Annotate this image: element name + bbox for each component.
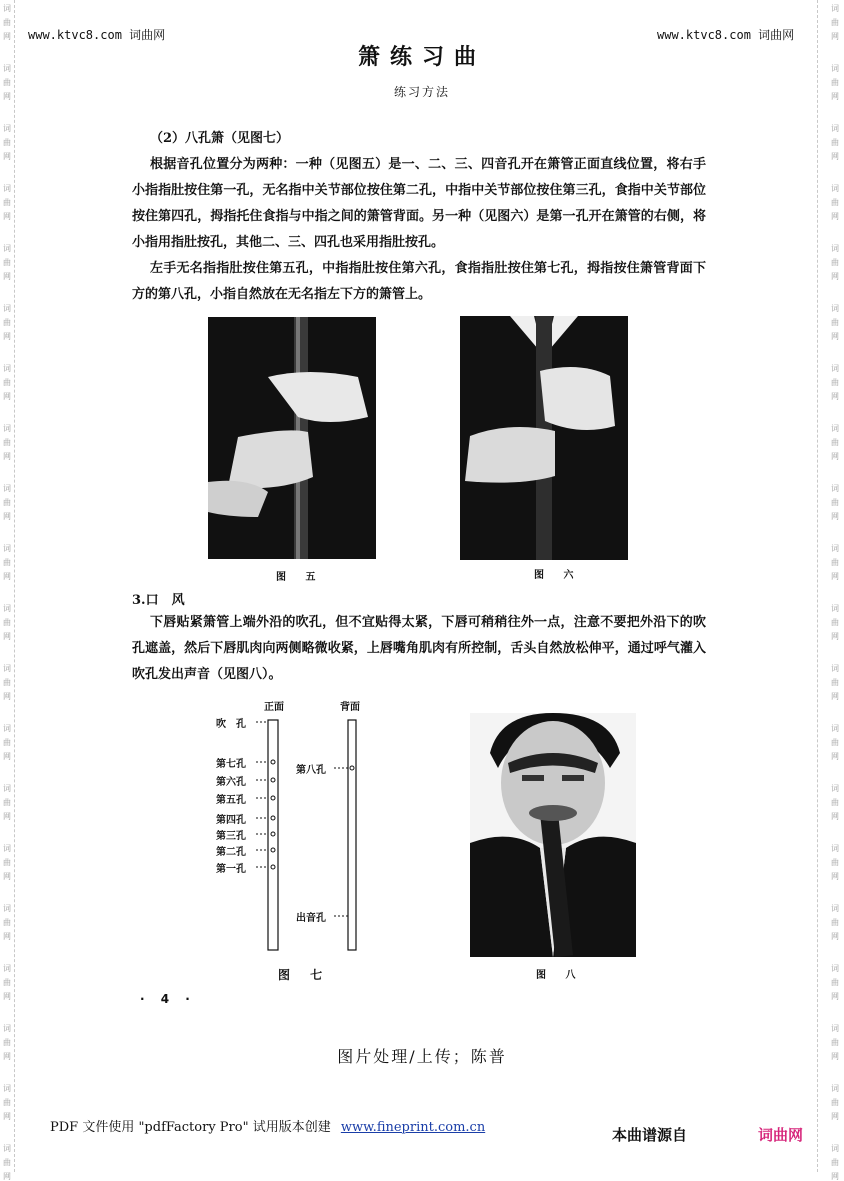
watermark-char: 曲: [3, 258, 11, 267]
watermark-char: 网: [3, 212, 11, 221]
front-hole-label: 第一孔: [216, 864, 246, 875]
front-hole-label: 第四孔: [216, 815, 246, 826]
watermark-char: 网: [831, 572, 839, 581]
watermark-char: 网: [831, 1112, 839, 1121]
watermark-char: 词: [3, 364, 11, 373]
watermark-char: 词: [3, 124, 11, 133]
watermark-char: 词: [831, 964, 839, 973]
watermark-char: 曲: [3, 1038, 11, 1047]
watermark-char: 曲: [831, 918, 839, 927]
watermark-char: 曲: [831, 558, 839, 567]
watermark-char: 词: [831, 544, 839, 553]
watermark-char: 曲: [3, 1098, 11, 1107]
watermark-char: 曲: [831, 738, 839, 747]
figure-8-illustration: [470, 713, 636, 957]
watermark-char: 网: [831, 992, 839, 1001]
watermark-char: 曲: [831, 798, 839, 807]
watermark-char: 网: [3, 872, 11, 881]
front-hole-marker: [271, 760, 275, 764]
back-hole-label: 出音孔: [296, 913, 326, 924]
page-subtitle: 练习方法: [393, 85, 450, 99]
watermark-char: 词: [3, 1084, 11, 1093]
watermark-char: 词: [3, 244, 11, 253]
watermark-char: 曲: [3, 78, 11, 87]
page-number: · 4 ·: [140, 992, 196, 1006]
watermark-char: 词: [3, 64, 11, 73]
watermark-char: 曲: [3, 438, 11, 447]
watermark-char: 网: [831, 692, 839, 701]
watermark-char: 网: [831, 452, 839, 461]
watermark-char: 词: [3, 964, 11, 973]
watermark-char: 网: [831, 752, 839, 761]
watermark-char: 曲: [831, 678, 839, 687]
section-3-heading: 3.口 风: [132, 593, 185, 608]
watermark-char: 词: [3, 724, 11, 733]
watermark-char: 词: [831, 844, 839, 853]
watermark-char: 网: [3, 152, 11, 161]
watermark-char: 网: [3, 932, 11, 941]
watermark-char: 曲: [3, 198, 11, 207]
watermark-char: 词: [831, 784, 839, 793]
watermark-char: 网: [831, 872, 839, 881]
watermark-char: 网: [831, 932, 839, 941]
figure-8-caption: 图 八: [536, 970, 584, 981]
front-hole-marker: [271, 865, 275, 869]
watermark-char: 网: [3, 812, 11, 821]
watermark-char: 曲: [3, 18, 11, 27]
watermark-char: 网: [3, 1172, 11, 1181]
watermark-char: 网: [831, 92, 839, 101]
watermark-char: 网: [3, 572, 11, 581]
page-title: 箫练习曲: [357, 44, 486, 70]
diagram-front-label: 正面: [264, 702, 284, 713]
watermark-char: 网: [3, 1052, 11, 1061]
paragraph-1: 根据音孔位置分为两种：一种（见图五）是一、二、三、四音孔开在箫管正面直线位置，将右手小指指肚按住第一孔，无名指中关节部位按住第二孔，中指中关节部位按住第三孔，食指中关节部位按住第四孔，拇指托住食指与中指之间的箫管背面。另一种（见图六）是第一孔开在箫管的右侧，将小指用指肚按孔，其他二、三、四孔也采用指肚按孔。: [132, 157, 706, 250]
watermark-char: 词: [831, 904, 839, 913]
watermark-char: 曲: [3, 498, 11, 507]
watermark-char: 网: [831, 392, 839, 401]
front-hole-label: 第六孔: [216, 777, 246, 788]
watermark-char: 词: [831, 4, 839, 13]
header-site-right[interactable]: www.ktvc8.com 词曲网: [657, 28, 795, 42]
front-hole-marker: [271, 832, 275, 836]
watermark-char: 曲: [831, 1158, 839, 1167]
watermark-char: 词: [3, 784, 11, 793]
front-hole-label: 第五孔: [216, 795, 246, 806]
watermark-char: 网: [831, 272, 839, 281]
watermark-char: 曲: [3, 558, 11, 567]
watermark-char: 曲: [831, 138, 839, 147]
figure-7-caption: 图 七: [278, 968, 331, 982]
paragraph-3: 下唇贴紧箫管上端外沿的吹孔，但不宜贴得太紧，下唇可稍稍往外一点，注意不要把外沿下的吹孔遮盖，然后下唇肌肉向两侧略微收紧，上唇嘴角肌肉有所控制，舌头自然放松伸平，通过呼气灌入吹孔发出声音（见图八）。: [132, 615, 706, 682]
front-hole-label: 吹 孔: [216, 719, 246, 730]
watermark-char: 网: [3, 392, 11, 401]
watermark-char: 曲: [831, 18, 839, 27]
section-heading: （2）八孔箫（见图七）: [150, 131, 290, 146]
watermark-char: 网: [831, 332, 839, 341]
watermark-char: 网: [3, 512, 11, 521]
watermark-char: 词: [831, 124, 839, 133]
watermark-char: 网: [3, 692, 11, 701]
upload-credit: 图片处理/上传；陈普: [337, 1047, 507, 1066]
watermark-char: 曲: [3, 798, 11, 807]
front-hole-label: 第七孔: [216, 759, 246, 770]
watermark-char: 网: [3, 32, 11, 41]
fineprint-link[interactable]: www.fineprint.com.cn: [340, 1120, 486, 1135]
diagram-back-label: 背面: [340, 702, 360, 713]
watermark-char: 曲: [3, 378, 11, 387]
watermark-char: 曲: [3, 978, 11, 987]
watermark-char: 曲: [3, 858, 11, 867]
watermark-char: 网: [3, 272, 11, 281]
watermark-char: 曲: [831, 78, 839, 87]
watermark-char: 词: [831, 184, 839, 193]
watermark-char: 网: [3, 92, 11, 101]
watermark-char: 曲: [831, 438, 839, 447]
watermark-char: 曲: [831, 318, 839, 327]
watermark-char: 词: [3, 664, 11, 673]
front-hole-label: 第二孔: [216, 847, 246, 858]
figure-5-photo: [208, 317, 376, 559]
source-label: 本曲谱源自: [612, 1126, 688, 1144]
watermark-char: 网: [3, 452, 11, 461]
watermark-char: 网: [3, 992, 11, 1001]
watermark-char: 曲: [831, 618, 839, 627]
figure-6-illustration: [460, 316, 628, 560]
watermark-char: 词: [831, 1024, 839, 1033]
watermark-char: 曲: [3, 918, 11, 927]
pdf-note: [50, 1116, 485, 1135]
watermark-char: 网: [831, 152, 839, 161]
watermark-char: 网: [831, 512, 839, 521]
header-site-left[interactable]: www.ktvc8.com 词曲网: [28, 28, 166, 42]
watermark-char: 网: [3, 632, 11, 641]
watermark-char: 网: [831, 632, 839, 641]
watermark-char: 曲: [3, 678, 11, 687]
front-hole-marker: [271, 796, 275, 800]
front-hole-marker: [271, 778, 275, 782]
watermark-char: 曲: [3, 1158, 11, 1167]
watermark-char: 曲: [831, 978, 839, 987]
watermark-char: 网: [3, 1112, 11, 1121]
watermark-char: 词: [831, 364, 839, 373]
watermark-char: 网: [831, 32, 839, 41]
watermark-char: 词: [3, 184, 11, 193]
watermark-char: 词: [831, 424, 839, 433]
watermark-char: 词: [831, 484, 839, 493]
watermark-char: 网: [3, 752, 11, 761]
watermark-char: 曲: [831, 1038, 839, 1047]
watermark-char: 词: [3, 484, 11, 493]
watermark-char: 曲: [831, 378, 839, 387]
back-hole-label: 第八孔: [296, 765, 326, 776]
figure-8-photo: [470, 713, 636, 957]
watermark-char: 曲: [831, 1098, 839, 1107]
watermark-char: 网: [831, 212, 839, 221]
watermark-char: 词: [3, 304, 11, 313]
watermark-char: 曲: [3, 318, 11, 327]
watermark-char: 网: [831, 1052, 839, 1061]
watermark-char: 曲: [3, 138, 11, 147]
watermark-char: 词: [3, 544, 11, 553]
watermark-char: 词: [3, 424, 11, 433]
watermark-char: 词: [3, 604, 11, 613]
watermark-char: 词: [831, 304, 839, 313]
watermark-char: 曲: [831, 498, 839, 507]
watermark-char: 曲: [3, 738, 11, 747]
watermark-char: 词: [831, 664, 839, 673]
watermark-char: 网: [831, 812, 839, 821]
figure-5-caption: 图 五: [276, 572, 324, 583]
front-hole-marker: [271, 816, 275, 820]
watermark-char: 词: [3, 1144, 11, 1153]
front-hole-label: 第三孔: [216, 831, 246, 842]
watermark-char: 网: [831, 1172, 839, 1181]
watermark-char: 词: [831, 1084, 839, 1093]
watermark-char: 曲: [831, 198, 839, 207]
watermark-char: 词: [831, 244, 839, 253]
watermark-char: 词: [831, 64, 839, 73]
figure-6-caption: 图 六: [534, 570, 582, 581]
watermark-char: 曲: [3, 618, 11, 627]
figure-5-illustration: [208, 317, 376, 559]
watermark-char: 词: [3, 4, 11, 13]
front-hole-marker: [271, 848, 275, 852]
watermark-char: 词: [831, 724, 839, 733]
watermark-char: 词: [831, 604, 839, 613]
source-site-logo[interactable]: 词曲网: [758, 1126, 804, 1144]
watermark-char: 词: [831, 1144, 839, 1153]
paragraph-2: 左手无名指指肚按住第五孔，中指指肚按住第六孔，食指指肚按住第七孔，拇指按住箫管背面下方的第八孔，小指自然放在无名指左下方的箫管上。: [132, 261, 706, 302]
watermark-char: 词: [3, 844, 11, 853]
watermark-char: 词: [3, 1024, 11, 1033]
figure-6-photo: [460, 316, 628, 560]
pdf-note-text: PDF 文件使用 "pdfFactory Pro" 试用版本创建: [50, 1120, 331, 1135]
watermark-char: 曲: [831, 858, 839, 867]
watermark-char: 词: [3, 904, 11, 913]
watermark-char: 曲: [831, 258, 839, 267]
watermark-char: 网: [3, 332, 11, 341]
back-hole-marker: [350, 766, 354, 770]
